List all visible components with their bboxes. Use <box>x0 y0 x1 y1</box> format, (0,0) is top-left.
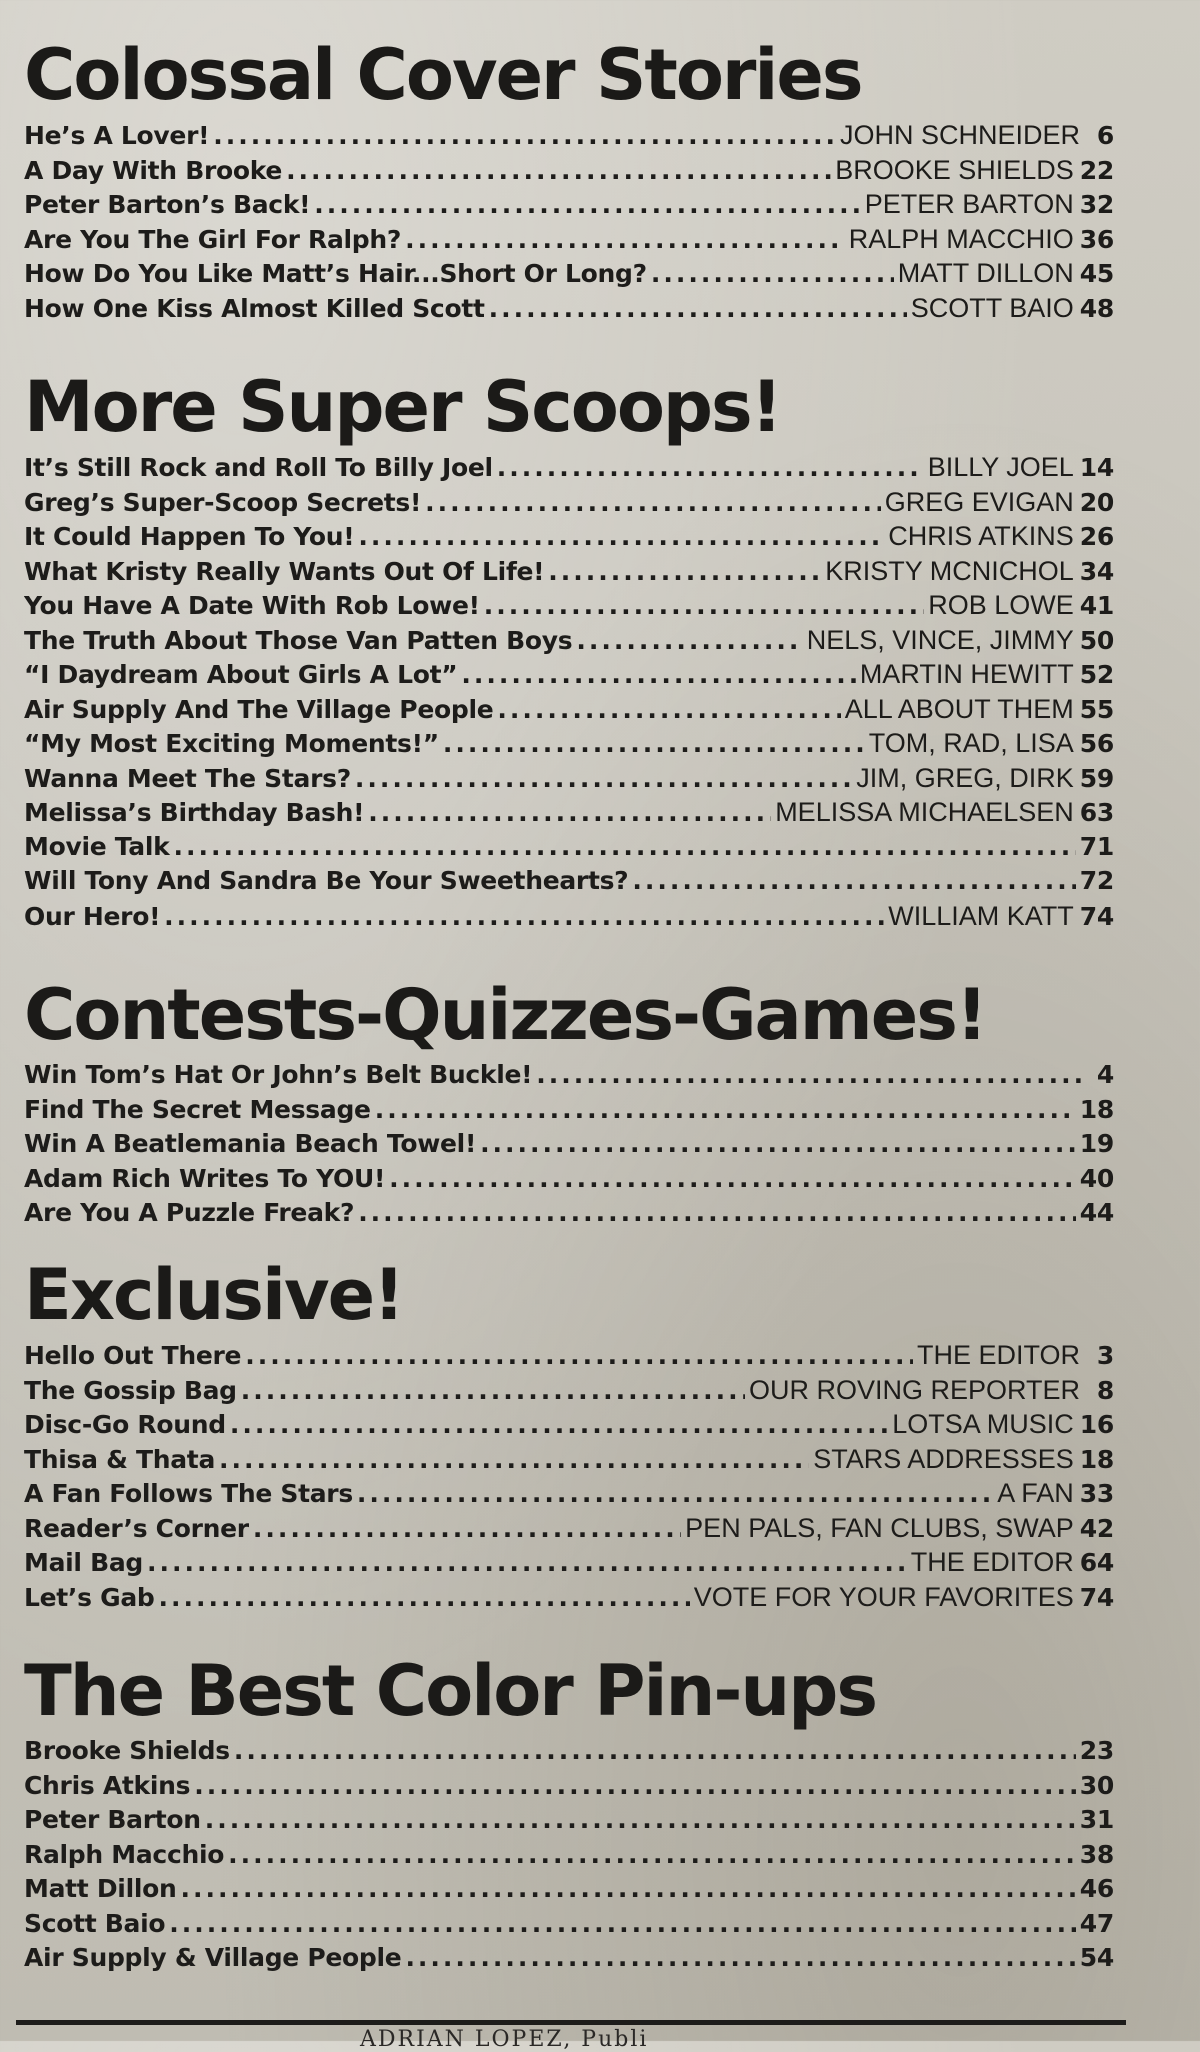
entry-subject: SCOTT BAIO <box>910 292 1074 323</box>
page-number: 18 <box>1079 1444 1114 1474</box>
dot-leader <box>375 1093 1076 1127</box>
page-number: 64 <box>1079 1548 1114 1577</box>
section-cover-stories <box>24 36 1114 325</box>
dot-leader <box>497 693 840 727</box>
dot-leader <box>576 624 802 658</box>
entry-subject: CHRIS ATKINS <box>888 521 1074 551</box>
entry-title: The Gossip Bag <box>24 1375 237 1405</box>
toc-entry <box>24 1838 1114 1873</box>
entry-subject: OUR ROVING REPORTER <box>748 1374 1080 1405</box>
entry-title: It’s Still Rock and Roll To Billy Joel <box>24 453 493 482</box>
toc-entry <box>24 291 1114 326</box>
page-number: 26 <box>1079 522 1114 551</box>
entry-title: The Truth About Those Van Patten Boys <box>24 625 573 655</box>
page-number: 56 <box>1079 729 1114 758</box>
entry-title: How Do You Like Matt’s Hair...Short Or Long? <box>24 259 647 288</box>
page-number: 6 <box>1096 121 1114 150</box>
toc-entry <box>24 1545 1114 1580</box>
entry-title: Adam Rich Writes To YOU! <box>24 1163 386 1193</box>
section-contests-quizzes-games <box>24 976 1114 1231</box>
entry-title: Mail Bag <box>24 1548 144 1577</box>
section-heading: The Best Color Pin-ups <box>24 1650 876 1732</box>
entry-subject: RALPH MACCHIO <box>848 223 1074 254</box>
entry-title: Reader’s Corner <box>24 1513 249 1543</box>
toc-entry <box>24 657 1114 692</box>
toc-list <box>24 1338 1114 1614</box>
toc-entry <box>24 761 1114 796</box>
section-heading: More Super Scoops! <box>24 366 781 448</box>
dot-leader <box>164 900 884 934</box>
dot-leader <box>368 796 771 830</box>
dot-leader <box>461 658 855 692</box>
entry-title: Chris Atkins <box>24 1770 191 1800</box>
entry-title: Scott Baio <box>24 1908 166 1938</box>
entry-subject: BROOKE SHIELDS <box>835 154 1074 185</box>
entry-title: “I Daydream About Girls A Lot” <box>24 660 458 689</box>
section-super-scoops <box>24 368 1114 933</box>
entry-subject: TOM, RAD, LISA <box>868 728 1074 758</box>
dot-leader <box>314 188 860 222</box>
entry-subject: MELISSA MICHAELSEN <box>775 797 1074 827</box>
dot-leader <box>480 1127 1076 1161</box>
entry-title: Our Hero! <box>24 901 161 931</box>
dot-leader <box>245 1339 913 1373</box>
dot-leader <box>241 1374 745 1408</box>
entry-subject: A FAN <box>997 1478 1074 1508</box>
dot-leader <box>548 555 821 589</box>
toc-entry <box>24 692 1114 727</box>
entry-subject: KRISTY MCNICHOL <box>825 555 1074 586</box>
entry-title: Are You The Girl For Ralph? <box>24 224 402 254</box>
entry-title: Air Supply & Village People <box>24 1943 402 1972</box>
dot-leader <box>213 119 836 153</box>
dot-leader <box>358 1196 1076 1230</box>
page-number: 34 <box>1079 556 1114 586</box>
dot-leader <box>425 486 881 520</box>
entry-title: Wanna Meet The Stars? <box>24 763 351 793</box>
page-number: 55 <box>1079 694 1114 724</box>
entry-title: He’s A Lover! <box>24 121 210 150</box>
toc-entry <box>24 1511 1114 1546</box>
dot-leader <box>159 1581 690 1615</box>
page-number: 48 <box>1079 293 1114 323</box>
dot-leader <box>651 257 894 291</box>
dot-leader <box>358 520 884 554</box>
entry-title: Find The Secret Message <box>24 1094 371 1124</box>
entry-title: It Could Happen To You! <box>24 522 355 551</box>
page-number: 71 <box>1079 831 1114 861</box>
dot-leader <box>234 1734 1076 1768</box>
entry-subject: BILLY JOEL <box>927 452 1074 482</box>
toc-entry <box>24 1580 1114 1615</box>
page-number: 50 <box>1079 625 1114 655</box>
entry-title: Win Tom’s Hat Or John’s Belt Buckle! <box>24 1060 533 1089</box>
dot-leader <box>484 589 925 623</box>
entry-title: Movie Talk <box>24 831 170 861</box>
entry-title: A Day With Brooke <box>24 155 283 185</box>
dot-leader <box>405 223 845 257</box>
entry-title: Ralph Macchio <box>24 1839 225 1869</box>
entry-title: Win A Beatlemania Beach Towel! <box>24 1129 477 1158</box>
page-number: 52 <box>1079 660 1114 689</box>
toc-entry <box>24 588 1114 623</box>
page-number: 4 <box>1096 1060 1114 1089</box>
entry-title: Greg’s Super-Scoop Secrets! <box>24 487 422 517</box>
page-number: 54 <box>1079 1943 1114 1972</box>
toc-entry <box>24 1803 1114 1838</box>
entry-subject: THE EDITOR <box>910 1547 1074 1577</box>
page-number: 72 <box>1079 866 1114 895</box>
entry-title: Peter Barton’s Back! <box>24 190 311 219</box>
entry-title: Brooke Shields <box>24 1736 230 1765</box>
entry-subject: MARTIN HEWITT <box>859 659 1074 689</box>
page-number: 20 <box>1079 487 1114 517</box>
toc-entry <box>24 1769 1114 1804</box>
dot-leader <box>169 1907 1076 1941</box>
entry-title: Disc-Go Round <box>24 1410 226 1439</box>
section-exclusive <box>24 1256 1114 1614</box>
entry-subject: GREG EVIGAN <box>884 486 1074 517</box>
entry-title: “My Most Exciting Moments!” <box>24 729 439 758</box>
toc-entry <box>24 450 1114 485</box>
entry-title: You Have A Date With Rob Lowe! <box>24 591 480 620</box>
entry-title: Are You A Puzzle Freak? <box>24 1198 355 1227</box>
dot-leader <box>286 154 831 188</box>
entry-subject: LOTSA MUSIC <box>892 1409 1074 1439</box>
page-number: 23 <box>1079 1736 1114 1765</box>
toc-entry <box>24 222 1114 257</box>
page-number: 45 <box>1079 259 1114 288</box>
toc-entry <box>24 1093 1114 1128</box>
toc-entry <box>24 1734 1114 1769</box>
dot-leader <box>230 1408 888 1442</box>
toc-entry <box>24 1941 1114 1976</box>
entry-subject: NELS, VINCE, JIMMY <box>806 624 1074 655</box>
page-number: 41 <box>1079 591 1114 620</box>
page-number: 40 <box>1079 1163 1114 1193</box>
section-heading: Colossal Cover Stories <box>24 34 862 116</box>
entry-title: How One Kiss Almost Killed Scott <box>24 293 485 323</box>
entry-subject: MATT DILLON <box>897 258 1074 288</box>
entry-subject: STARS ADDRESSES <box>813 1443 1074 1474</box>
toc-entry <box>24 1127 1114 1162</box>
toc-entry <box>24 256 1114 291</box>
dot-leader <box>219 1443 809 1477</box>
toc-list <box>24 1058 1114 1231</box>
entry-subject: JOHN SCHNEIDER <box>839 120 1080 150</box>
page-number: 8 <box>1096 1375 1114 1405</box>
toc-entry <box>24 1162 1114 1197</box>
dot-leader <box>389 1162 1076 1196</box>
toc-entry <box>24 726 1114 761</box>
page-number: 14 <box>1079 453 1114 482</box>
entry-subject: PEN PALS, FAN CLUBS, SWAP <box>685 1512 1074 1543</box>
page-number: 33 <box>1079 1479 1114 1508</box>
dot-leader <box>405 1941 1075 1975</box>
page-number: 32 <box>1079 190 1114 219</box>
toc-entry <box>24 830 1114 865</box>
page-number: 18 <box>1079 1094 1114 1124</box>
toc-entry <box>24 1058 1114 1093</box>
entry-title: Will Tony And Sandra Be Your Sweethearts? <box>24 866 629 895</box>
section-color-pinups <box>24 1652 1114 1976</box>
page-number: 36 <box>1079 224 1114 254</box>
dot-leader <box>357 1477 993 1511</box>
section-heading: Exclusive! <box>24 1254 403 1336</box>
publisher-credit: ADRIAN LOPEZ, Publi <box>360 2027 649 2052</box>
page-number: 38 <box>1079 1839 1114 1869</box>
dot-leader <box>489 292 907 326</box>
toc-entry <box>24 1442 1114 1477</box>
toc-entry <box>24 519 1114 554</box>
dot-leader <box>355 762 852 796</box>
toc-entry <box>24 1196 1114 1231</box>
dot-leader <box>632 864 1075 898</box>
entry-title: A Fan Follows The Stars <box>24 1479 353 1508</box>
entry-title: Peter Barton <box>24 1805 201 1834</box>
page-number: 47 <box>1079 1908 1114 1938</box>
toc-entry <box>24 899 1114 934</box>
entry-title: Air Supply And The Village People <box>24 694 494 724</box>
entry-title: What Kristy Really Wants Out Of Life! <box>24 556 545 586</box>
entry-title: Thisa & Thata <box>24 1444 216 1474</box>
toc-list <box>24 118 1114 325</box>
entry-title: Matt Dillon <box>24 1874 177 1903</box>
page-number: 31 <box>1079 1805 1114 1834</box>
toc-entry <box>24 623 1114 658</box>
toc-entry <box>24 187 1114 222</box>
toc-list <box>24 1734 1114 1976</box>
dot-leader <box>173 830 1075 864</box>
entry-title: Melissa’s Birthday Bash! <box>24 798 365 827</box>
toc-entry <box>24 1338 1114 1373</box>
entry-subject: ALL ABOUT THEM <box>844 693 1074 724</box>
toc-entry <box>24 1907 1114 1942</box>
dot-leader <box>205 1803 1076 1837</box>
entry-title: Let’s Gab <box>24 1582 155 1612</box>
section-heading: Contests-Quizzes-Games! <box>24 974 986 1056</box>
page-number: 16 <box>1079 1410 1114 1439</box>
toc-entry <box>24 153 1114 188</box>
entry-subject: PETER BARTON <box>864 189 1074 219</box>
entry-subject: VOTE FOR YOUR FAVORITES <box>693 1581 1074 1612</box>
toc-entry <box>24 1407 1114 1442</box>
page-number: 44 <box>1079 1198 1114 1227</box>
dot-leader <box>181 1872 1076 1906</box>
toc-entry <box>24 1872 1114 1907</box>
toc-list <box>24 450 1114 933</box>
dot-leader <box>443 727 865 761</box>
page-number: 63 <box>1079 798 1114 827</box>
toc-entry <box>24 1476 1114 1511</box>
entry-subject: ROB LOWE <box>928 590 1074 620</box>
page-number: 59 <box>1079 763 1114 793</box>
dot-leader <box>497 451 924 485</box>
toc-entry <box>24 1373 1114 1408</box>
dot-leader <box>228 1838 1076 1872</box>
dot-leader <box>194 1769 1076 1803</box>
page-number: 3 <box>1096 1341 1114 1370</box>
entry-title: Hello Out There <box>24 1341 242 1370</box>
entry-subject: JIM, GREG, DIRK <box>856 762 1074 793</box>
entry-subject: WILLIAM KATT <box>888 900 1074 931</box>
dot-leader <box>253 1512 681 1546</box>
bottom-divider <box>16 2020 1126 2025</box>
toc-entry <box>24 554 1114 589</box>
page-number: 42 <box>1079 1513 1114 1543</box>
page-number: 19 <box>1079 1129 1114 1158</box>
page-number: 74 <box>1079 1582 1114 1612</box>
toc-entry <box>24 795 1114 830</box>
page-number: 30 <box>1079 1770 1114 1800</box>
dot-leader <box>147 1546 907 1580</box>
page-number: 74 <box>1079 901 1114 931</box>
entry-subject: THE EDITOR <box>916 1340 1080 1370</box>
toc-entry <box>24 485 1114 520</box>
toc-entry <box>24 864 1114 899</box>
page-number: 22 <box>1079 155 1114 185</box>
page-number: 46 <box>1079 1874 1114 1903</box>
toc-entry <box>24 118 1114 153</box>
dot-leader <box>536 1058 1082 1092</box>
